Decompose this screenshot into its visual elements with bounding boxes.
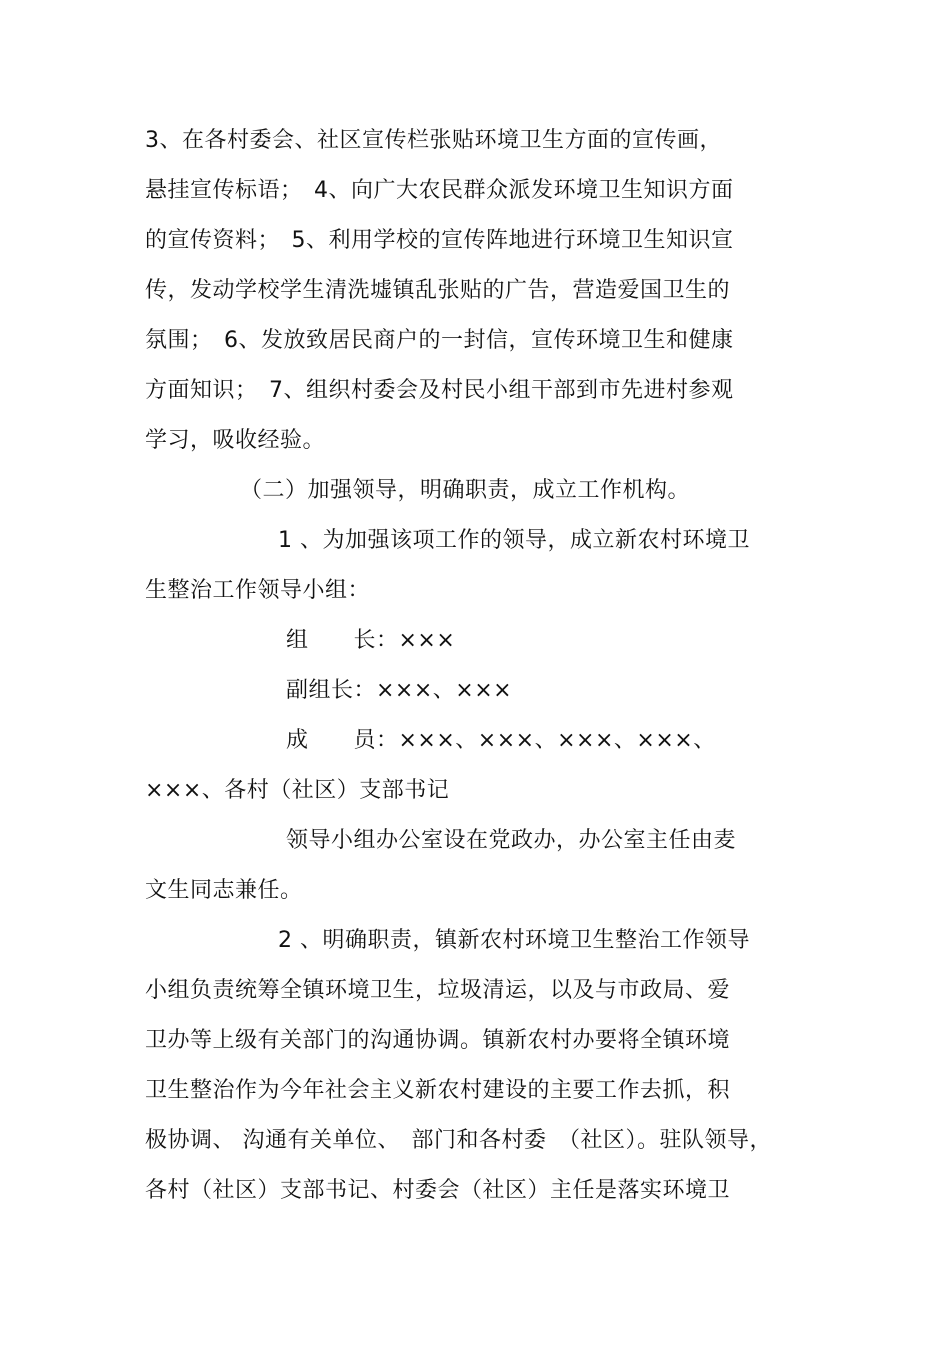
body-line: 学习，吸收经验。 [145,428,326,453]
body-line: 1 、为加强该项工作的领导，成立新农村环境卫 [278,528,750,553]
body-line: 文生同志兼任。 [145,878,303,903]
body-line: 卫办等上级有关部门的沟通协调。镇新农村办要将全镇环境 [145,1028,731,1053]
body-line: 生整治工作领导小组： [145,578,371,603]
leader-row: 组 长：××× [286,628,456,653]
deputy-leader-row: 副组长：×××、××× [286,678,513,703]
body-line: 3、在各村委会、社区宣传栏张贴环境卫生方面的宣传画， [145,128,722,153]
body-line: 各村（社区）支部书记、村委会（社区）主任是落实环境卫 [145,1178,731,1203]
body-line: 传，发动学校学生清洗墟镇乱张贴的广告，营造爱国卫生的 [145,278,731,303]
body-line: 极协调、 沟通有关单位、 部门和各村委 （社区）。驻队领导， [145,1128,772,1153]
section-heading: （二）加强领导，明确职责，成立工作机构。 [240,478,691,503]
body-line: 卫生整治作为今年社会主义新农村建设的主要工作去抓，积 [145,1078,731,1103]
body-line: 小组负责统筹全镇环境卫生，垃圾清运，以及与市政局、爱 [145,978,731,1003]
members-row: 成 员：×××、×××、×××、×××、 [286,728,716,753]
body-line: 方面知识； 7、组织村委会及村民小组干部到市先进村参观 [145,378,734,403]
body-line: 氛围； 6、发放致居民商户的一封信，宣传环境卫生和健康 [145,328,734,353]
body-line: 的宣传资料； 5、利用学校的宣传阵地进行环境卫生知识宣 [145,228,734,253]
body-line: ×××、各村（社区）支部书记 [145,778,450,803]
body-line: 悬挂宣传标语； 4、向广大农民群众派发环境卫生知识方面 [145,178,734,203]
body-line: 2 、明确职责，镇新农村环境卫生整治工作领导 [278,928,750,953]
body-line: 领导小组办公室设在党政办，办公室主任由麦 [286,828,737,853]
